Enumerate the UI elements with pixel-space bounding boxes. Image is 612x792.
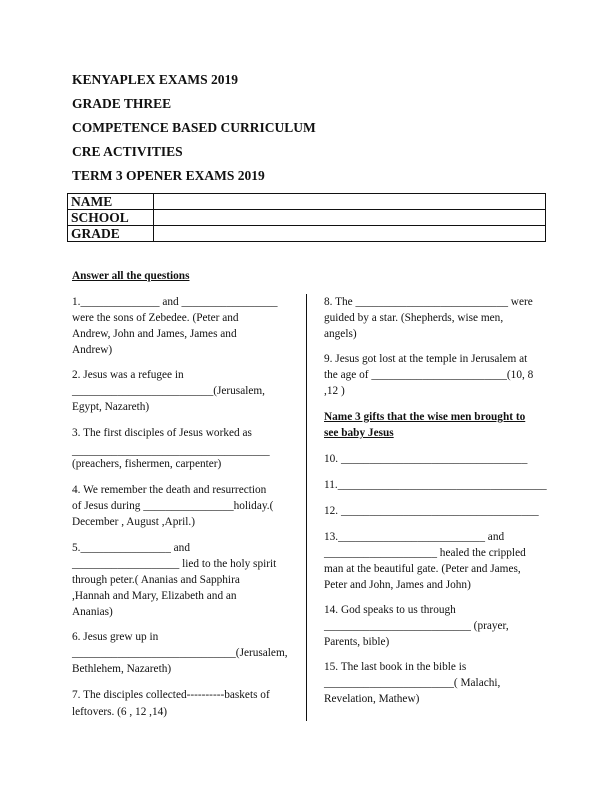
q1-line: Andrew, John and James, James and (72, 328, 237, 340)
q3-line: 3. The first disciples of Jesus worked as (72, 427, 252, 439)
student-info-table (67, 193, 546, 242)
curriculum-title: COMPETENCE BASED CURRICULUM (72, 120, 316, 135)
name-field[interactable] (154, 194, 546, 210)
q5-line: 5.________________ and (72, 542, 190, 554)
name-label: NAME (68, 194, 154, 210)
q10-line: 10. _________________________________ (324, 453, 528, 465)
q5-line: Ananias) (72, 606, 113, 618)
q13-line: ____________________ healed the crippled (324, 547, 526, 559)
q4-line: of Jesus during ________________holiday.( (72, 500, 274, 512)
q13-line: man at the beautiful gate. (Peter and James, (324, 563, 521, 575)
q6-line: 6. Jesus grew up in (72, 631, 159, 643)
q2-line: _________________________(Jerusalem, (72, 385, 265, 397)
subject-title: CRE ACTIVITIES (72, 144, 183, 159)
gifts-heading: Name 3 gifts that the wise men brought to (324, 411, 526, 423)
q15-line: 15. The last book in the bible is (324, 661, 467, 673)
q1-line: 1.______________ and _________________ (72, 296, 278, 308)
q14-line: Parents, bible) (324, 636, 390, 648)
grade-title: GRADE THREE (72, 96, 172, 111)
q8-line: angels) (324, 328, 357, 340)
q14-line: 14. God speaks to us through (324, 604, 456, 616)
column-divider (306, 294, 307, 721)
q13-line: Peter and John, James and John) (324, 579, 471, 591)
school-label: SCHOOL (68, 210, 154, 226)
q14-line: __________________________ (prayer, (324, 620, 509, 632)
q5-line: ___________________ lied to the holy spirit (72, 558, 277, 570)
q3-line: ___________________________________ (72, 445, 270, 457)
q4-line: 4. We remember the death and resurrection (72, 484, 267, 496)
q5-line: ,Hannah and Mary, Elizabeth and an (72, 590, 237, 602)
q7-line: leftovers. (6 , 12 ,14) (72, 706, 168, 718)
grade-label: GRADE (68, 226, 154, 242)
q15-line: Revelation, Mathew) (324, 693, 420, 705)
q1-line: were the sons of Zebedee. (Peter and (72, 312, 239, 324)
q11-line: 11._____________________________________ (324, 479, 547, 491)
q12-line: 12. ___________________________________ (324, 505, 539, 517)
school-field[interactable] (154, 210, 546, 226)
q5-line: through peter.( Ananias and Sapphira (72, 574, 240, 586)
q13-line: 13.__________________________ and (324, 531, 505, 543)
q7-line: 7. The disciples collected----------baskets of (72, 689, 270, 701)
q8-line: guided by a star. (Shepherds, wise men, (324, 312, 504, 324)
q6-line: _____________________________(Jerusalem, (72, 647, 288, 659)
gifts-heading: see baby Jesus (324, 427, 394, 439)
q2-line: 2. Jesus was a refugee in (72, 369, 184, 381)
q9-line: 9. Jesus got lost at the temple in Jerusalem at (324, 353, 528, 365)
q3-line: (preachers, fishermen, carpenter) (72, 458, 222, 470)
term-title: TERM 3 OPENER EXAMS 2019 (72, 168, 265, 183)
q1-line: Andrew) (72, 344, 113, 356)
grade-field[interactable] (154, 226, 546, 242)
exam-title: KENYAPLEX EXAMS 2019 (72, 72, 239, 87)
q4-line: December , August ,April.) (72, 516, 195, 528)
q2-line: Egypt, Nazareth) (72, 401, 150, 413)
q6-line: Bethlehem, Nazareth) (72, 663, 172, 675)
q9-line: ,12 ) (324, 385, 345, 397)
q8-line: 8. The ___________________________ were (324, 296, 533, 308)
q9-line: the age of ________________________(10, 8 (324, 369, 534, 381)
q15-line: _______________________( Malachi, (324, 677, 501, 689)
instruction: Answer all the questions (72, 270, 190, 282)
